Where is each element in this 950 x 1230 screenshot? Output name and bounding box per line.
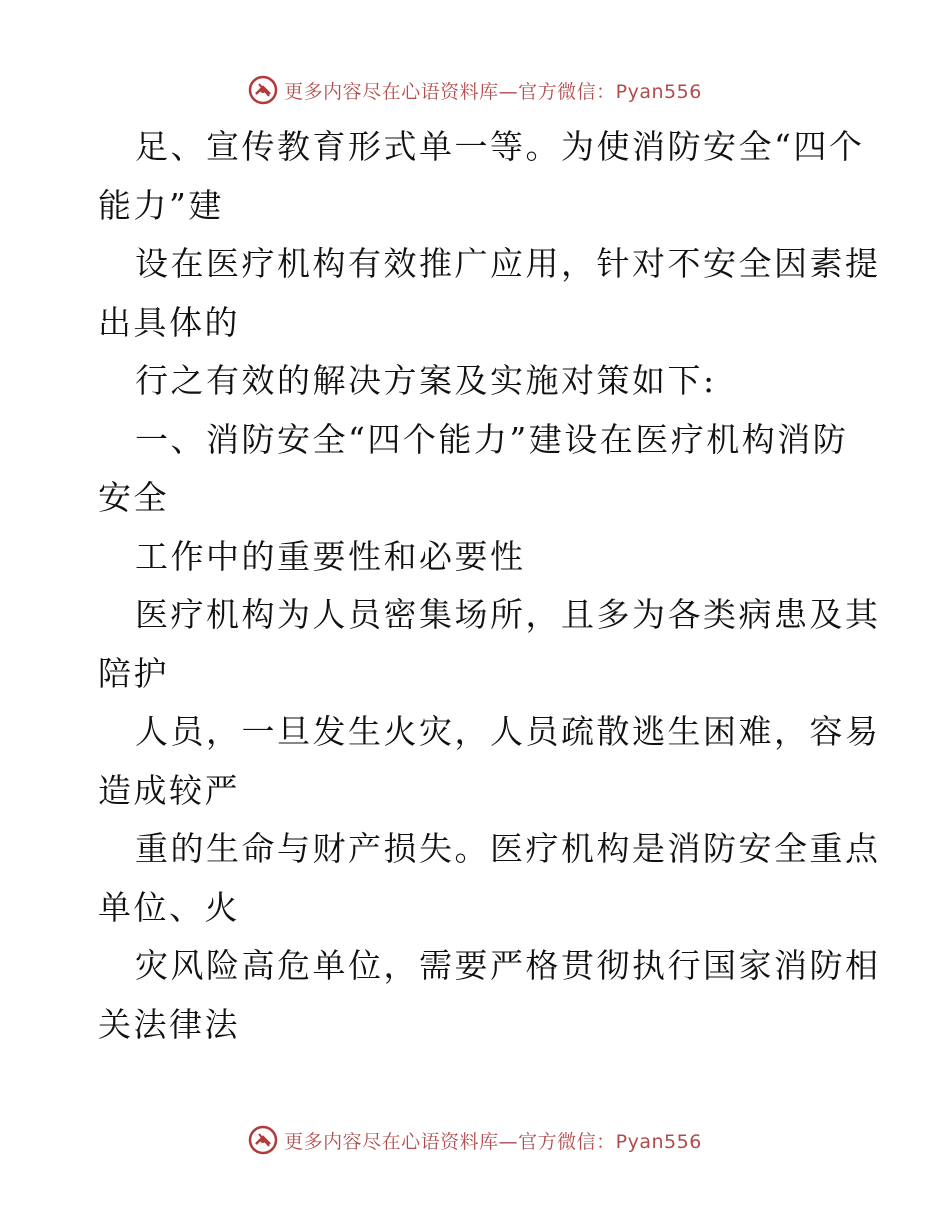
- red-book-pen-logo-icon: [248, 75, 278, 105]
- text-line: 医疗机构为人员密集场所，且多为各类病患及其: [135, 595, 881, 634]
- text-line: 陪护: [98, 653, 169, 693]
- footer-banner: [0, 1122, 950, 1158]
- text-line: 单位、火: [98, 887, 240, 927]
- text-line: 工作中的重要性和必要性: [135, 536, 526, 576]
- header-banner: [0, 72, 950, 108]
- text-line: 人员，一旦发生火灾，人员疏散逃生困难，容易: [135, 712, 881, 751]
- text-line: 设在医疗机构有效推广应用，针对不安全因素提: [135, 244, 881, 283]
- text-line: 造成较严: [98, 770, 240, 810]
- text-line: 关法律法: [98, 1004, 240, 1044]
- text-line: 足、宣传教育形式单一等。为使消防安全“四个: [135, 127, 865, 166]
- text-line: 能力”建: [98, 185, 224, 225]
- text-line: 行之有效的解决方案及实施对策如下:: [135, 361, 717, 400]
- footer-banner-text: 更多内容尽在心语资料库—官方微信：Pyan556: [284, 1130, 702, 1153]
- section-heading-continuation: 安全: [98, 478, 169, 517]
- section-heading: 一、消防安全“四个能力”建设在医疗机构消防: [135, 419, 849, 459]
- document-body: [98, 118, 881, 1054]
- text-line: 灾风险高危单位，需要严格贯彻执行国家消防相: [135, 946, 881, 985]
- text-line: 重的生命与财产损失。医疗机构是消防安全重点: [135, 829, 881, 868]
- text-line: 出具体的: [98, 302, 240, 342]
- red-book-pen-logo-icon: [248, 1125, 278, 1155]
- header-banner-text: 更多内容尽在心语资料库—官方微信：Pyan556: [284, 80, 702, 103]
